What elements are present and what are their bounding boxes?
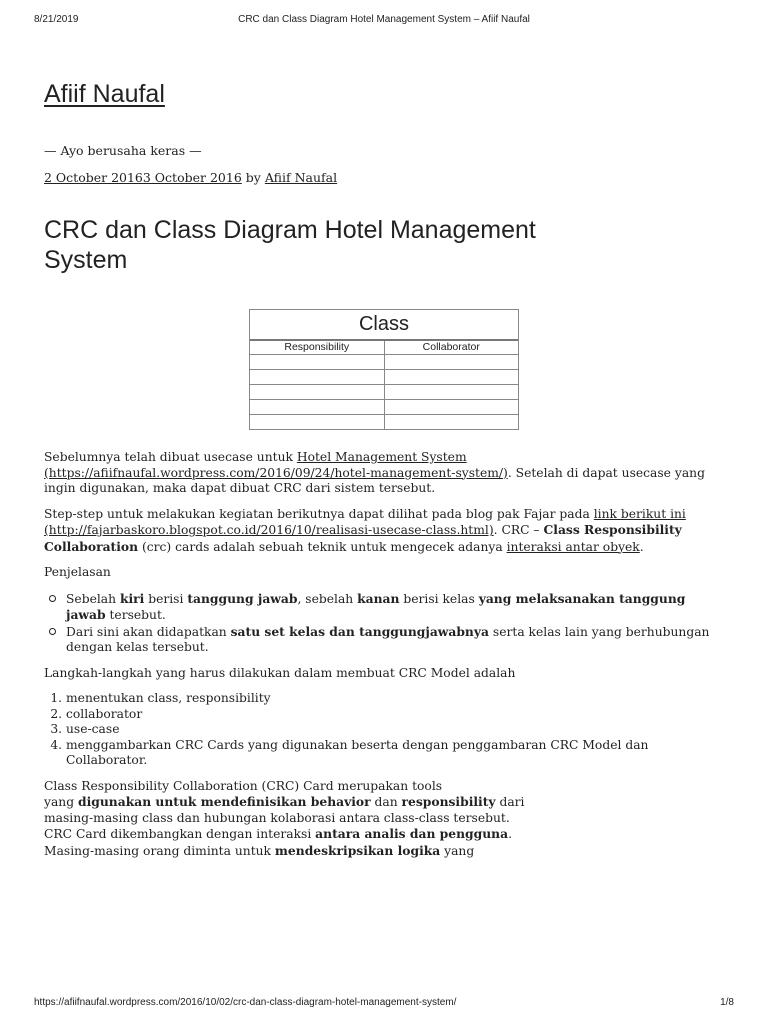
steps-paragraph: Step-step untuk melakukan kegiatan berikutnya dapat dilihat pada blog pak Fajar pada link berikut ini (http://fajarbaskoro.blogspot.co.id/2016/10/realisasi-usecase-class.html). CRC – Class Responsibility Collaboration (crc) cards adalah sebuah teknik untuk mengecek adanya interaksi antar obyek. bbox=[44, 506, 686, 554]
crc-card-image bbox=[249, 309, 519, 430]
explanation-list bbox=[44, 591, 724, 656]
list-item: 3. use-case bbox=[66, 722, 724, 738]
print-page-number: 1/8 bbox=[720, 997, 734, 1008]
crc-card-row bbox=[250, 355, 518, 370]
hotel-management-system-link[interactable]: Hotel Management System (https://afiifnaufal.wordpress.com/2016/09/24/hotel-management-system/) bbox=[44, 450, 508, 480]
list-item: 2. collaborator bbox=[66, 707, 724, 723]
link-berikut-ini[interactable]: link berikut ini (http://fajarbaskoro.blogspot.co.id/2016/10/realisasi-usecase-class.html) bbox=[44, 506, 686, 537]
interaksi-antar-obyek-link[interactable]: interaksi antar obyek bbox=[506, 539, 640, 554]
post-date-link[interactable]: 2 October 20163 October 2016 bbox=[44, 170, 242, 185]
crc-description-paragraph: Class Responsibility Collaboration (CRC) Card merupakan tools yang digunakan untuk mendefinisikan behavior dan responsibility dari masing-masing class dan hubungan kolaborasi antara class-class tersebut. CRC Card dikembangkan dengan interaksi antara analis dan pengguna. Masing-masing orang diminta untuk mendeskripsikan logika yang bbox=[44, 778, 525, 858]
site-title[interactable]: Afiif Naufal bbox=[44, 80, 165, 108]
post-title: CRC dan Class Diagram Hotel Management System bbox=[44, 216, 536, 274]
post-by-label: by bbox=[245, 170, 261, 185]
crc-card-table bbox=[250, 341, 518, 429]
crc-col-responsibility: Responsibility bbox=[250, 341, 384, 355]
post-content bbox=[44, 450, 724, 869]
list-item: 4. menggambarkan CRC Cards yang digunakan beserta dengan penggambaran CRC Model dan Collaborator. bbox=[66, 738, 724, 769]
steps-list bbox=[44, 691, 724, 769]
print-url: https://afiifnaufal.wordpress.com/2016/10/02/crc-dan-class-diagram-hotel-management-system/ bbox=[34, 997, 457, 1008]
crc-card-row bbox=[250, 415, 518, 430]
post-meta bbox=[44, 170, 337, 185]
site-tagline: — Ayo berusaha keras — bbox=[44, 143, 202, 158]
crc-card-title: Class bbox=[250, 310, 518, 341]
print-page-title: CRC dan Class Diagram Hotel Management System – Afiif Naufal bbox=[238, 14, 530, 25]
intro-paragraph: Sebelumnya telah dibuat usecase untuk Hotel Management System (https://afiifnaufal.wordpress.com/2016/09/24/hotel-management-system/). Setelah di dapat usecase yang ingin digunakan, maka dapat dibuat CRC dari sistem tersebut. bbox=[44, 450, 705, 495]
crc-col-collaborator: Collaborator bbox=[384, 341, 518, 355]
print-date: 8/21/2019 bbox=[34, 14, 79, 25]
langkah-paragraph: Langkah-langkah yang harus dilakukan dalam membuat CRC Model adalah bbox=[44, 665, 516, 680]
penjelasan-heading: Penjelasan bbox=[44, 565, 111, 579]
crc-card-row bbox=[250, 400, 518, 415]
crc-card-row bbox=[250, 370, 518, 385]
post-author-link[interactable]: Afiif Naufal bbox=[264, 170, 338, 185]
list-item: 1. menentukan class, responsibility bbox=[66, 691, 724, 707]
list-item: Sebelah kiri berisi tanggung jawab, sebelah kanan berisi kelas yang melaksanakan tanggung jawab tersebut. bbox=[66, 591, 724, 624]
crc-card-row bbox=[250, 385, 518, 400]
list-item: Dari sini akan didapatkan satu set kelas dan tanggungjawabnya serta kelas lain yang berhubungan dengan kelas tersebut. bbox=[66, 624, 724, 656]
